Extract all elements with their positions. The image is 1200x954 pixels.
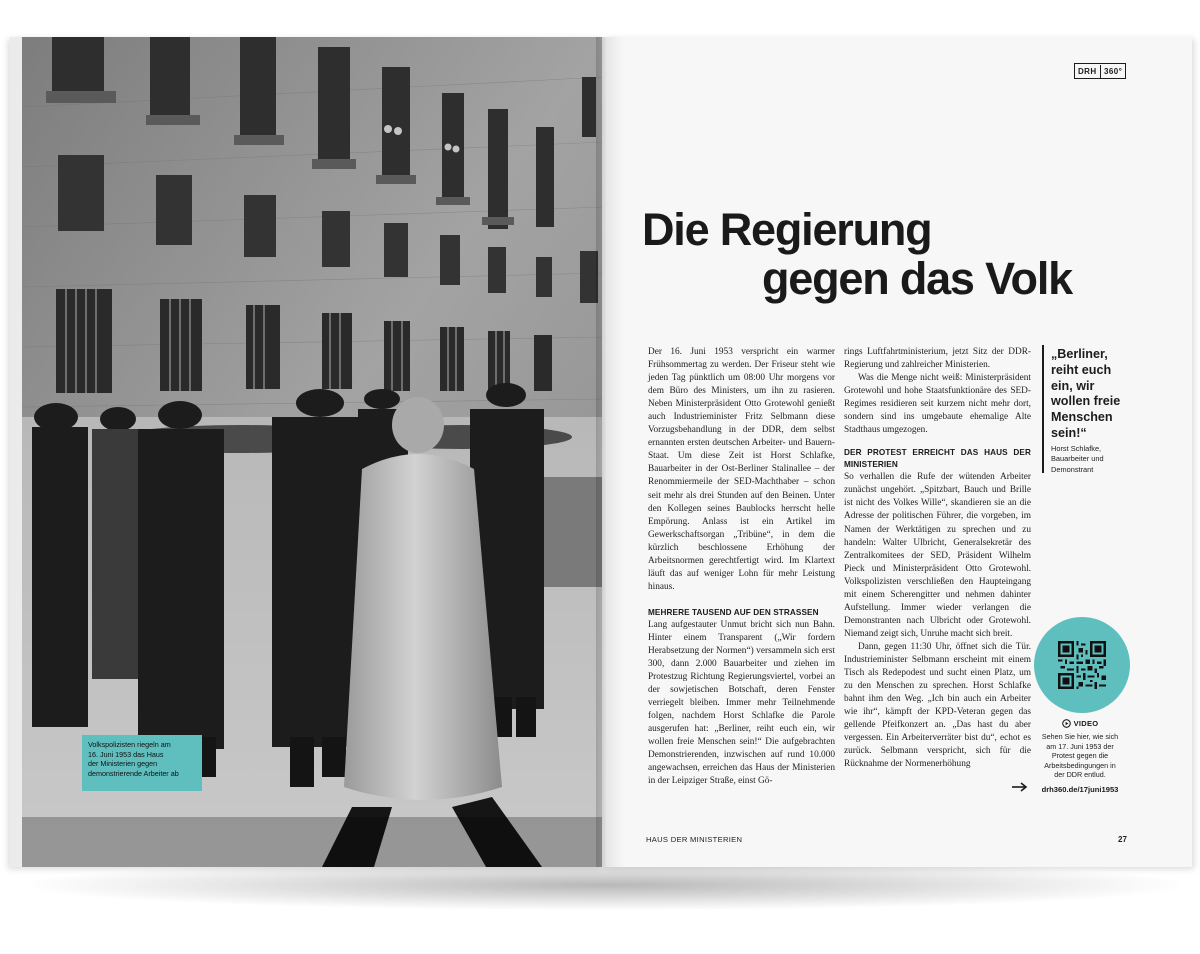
body-paragraph: Der 16. Juni 1953 verspricht ein warmer Frühsommertag zu werden. Der Friseur steht wie jeden Tag pünktlich um 08:00 Uhr morgens vor dem Büro des Ministers, um ihn zu rasieren. Neben Ministerpräsident Otto Grotewohl genießt auch Industrieminister Fritz Selbmann diese Vorzugsbehandlung in der DDR, dem selbst ernannten ersten deutschen Arbeiter- und Bauern-Staat. Um diese Zeit ist Horst Schlafke, Bauarbeiter in der Ost-Berliner Stalinallee – der Renommiermeile der SED-Machthaber – schon seit mehr als drei Stunden auf den Beinen. Unter den Kollegen seines Baublocks herrscht helle Empörung. Anlass ist ein Artikel im Gewerkschaftsorgan „Tribüne“, in dem die kürzlich beschlossene Erhöhung der Arbeitsnormen gerechtfertigt wird. Im Klartext läuft das auf weniger Lohn für mehr Leistung hinaus. (648, 347, 835, 592)
play-circle-icon (1062, 719, 1071, 728)
page-number: 27 (1118, 835, 1127, 844)
caption-line: Volkspolizisten riegeln am (88, 740, 171, 749)
right-page (602, 37, 1192, 867)
video-link[interactable]: drh360.de/17juni1953 (1041, 785, 1119, 794)
video-label-text: VIDEO (1073, 719, 1099, 728)
magazine-logo (1074, 63, 1126, 79)
quote-rule (1042, 345, 1044, 473)
video-text-line: am 17. Juni 1953 der (1046, 741, 1114, 751)
magazine-shadow (30, 860, 1180, 910)
section-folio: HAUS DER MINISTERIEN (646, 835, 743, 844)
photo-caption (82, 735, 202, 791)
subheading: DER PROTEST ERREICHT DAS HAUS DER MINISTERIEN (844, 448, 1031, 470)
logo-text-right: 360° (1104, 66, 1123, 76)
body-paragraph: Was die Menge nicht weiß: Ministerpräsident Grotewohl und hohe Staatsfunktionäre des SED-Regimes residieren seit kurzem nicht mehr dort, sondern sind ins umgebaute ehemalige Alte Stadthaus umgezogen. (844, 373, 1031, 436)
author-line: Bauarbeiter und (1051, 454, 1104, 464)
author-line: Horst Schlafke, (1051, 444, 1102, 453)
caption-line: 16. Juni 1953 das Haus (88, 749, 164, 759)
caption-line: der Ministerien gegen (88, 759, 158, 769)
logo-text-left: DRH (1078, 66, 1097, 76)
author-line: Demonstrant (1051, 464, 1094, 474)
video-text-line: Sehen Sie hier, wie sich (1041, 732, 1119, 741)
qr-code-badge[interactable] (1034, 617, 1130, 713)
pull-quote: „Berliner, reiht euch ein, wir wollen freie Menschen sein!“ (1051, 347, 1121, 440)
text-column-2 (844, 346, 1031, 771)
text-column-1 (648, 346, 835, 789)
article-headline (642, 205, 1162, 303)
body-paragraph: Dann, gegen 11:30 Uhr, öffnet sich die Tür. Industrieminister Selbmann erscheint mit einem Tisch als Redepodest und sucht einen Platz, um zu den Menschen zu sprechen. Horst Schlafke bahnt ihm den Weg. „Ich bin auch ein Arbeiter wie ihr“, kämpft der KPD-Veteran gegen das gellende Pfeifkonzert an. „Das hast du aber vergessen. Ein Arbeiterverräter bist du“, echot es zurück. Selbmann verspricht, sich für die Rücknahme der Normenerhöhung (844, 641, 1031, 770)
video-description (1030, 732, 1130, 780)
body-paragraph: So verhallen die Rufe der wütenden Arbeiter zunächst ungehört. „Spitzbart, Bauch und Brille ist nicht des Volkes Wille“, skandieren sie an die Adresse der politischen Führer, die vorgeben, im Namen der Werktätigen zu sprechen und zu handeln: Walter Ulbricht, Generalsekretär des Zentralkomitees der SED, Präsident Wilhelm Pieck und Ministerpräsident Otto Grotewohl. Volkspolizisten verschließen den Haupteingang mit einem Scherengitter und nehmen dahinter Aufstellung. Immer wieder verlangen die Demonstranten nach Ulbricht oder Grotewohl. Niemand zeigt sich, Unruhe macht sich breit. (844, 472, 1031, 639)
video-text-line: der DDR entlud. (1054, 770, 1106, 780)
caption-line: demonstrierende Arbeiter ab (88, 768, 179, 778)
quote-author (1051, 444, 1133, 475)
video-label (1030, 719, 1130, 728)
body-paragraph: rings Luftfahrtministerium, jetzt Sitz der DDR-Regierung und zahlreicher Ministerien. (844, 347, 1031, 371)
body-paragraph: Lang aufgestauter Unmut bricht sich nun Bahn. Hinter einem Transparent („Wir fordern Herabsetzung der Normen“) versammeln sich erst 300, dann 2.000 Bauarbeiter und ziehen im Protestzug Richtung Regierungsviertel, vorbei an der sowjetischen Botschaft, deren Fenster verriegelt bleiben. Immer mehr Teilnehmende folgen, nachdem Horst Schlafke die Parole ausgerufen hat: „Berliner, reiht euch ein, wir wollen freie Menschen sein!“ Die aufgebrachten Demonstrierenden, inzwischen auf rund 10.000 angewachsen, erreichen das Haus der Ministerien in der Leipziger Straße, einst Gö- (648, 619, 835, 787)
headline-line-1: Die Regierung (642, 204, 932, 255)
arrow-right-icon (1012, 782, 1028, 792)
subheading: MEHRERE TAUSEND AUF DEN STRASSEN (648, 607, 819, 617)
spine-shadow (596, 37, 606, 867)
video-text-line: Protest gegen die (1051, 751, 1109, 761)
qr-code-icon[interactable] (1058, 641, 1106, 689)
video-text-line: Arbeitsbedingungen in (1044, 760, 1116, 770)
left-page (10, 37, 604, 867)
headline-line-2: gegen das Volk (762, 253, 1072, 304)
